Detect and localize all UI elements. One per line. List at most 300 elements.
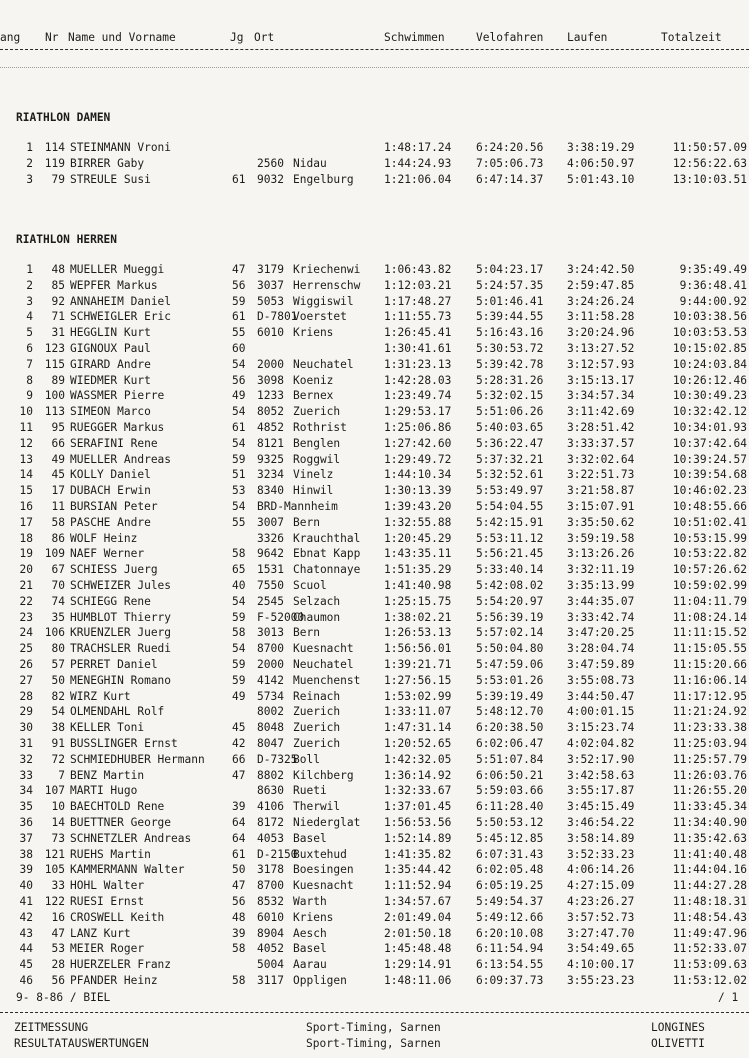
cell-nr: 95: [51, 421, 65, 434]
cell-total: 11:15:20.66: [672, 658, 747, 671]
cell-plz: 4053: [257, 831, 284, 845]
cell-rank: 16: [19, 500, 33, 513]
cell-name: KAMMERMANN Walter: [70, 863, 185, 877]
cell-ort: Basel: [293, 942, 327, 956]
cell-run: 3:20:24.96: [567, 326, 635, 340]
cell-jg: 59: [232, 452, 246, 466]
cell-swim: 1:26:45.41: [384, 326, 452, 340]
cell-run: 3:45:15.49: [567, 800, 635, 814]
cell-nr: 47: [51, 926, 65, 940]
cell-total: 11:26:03.76: [672, 768, 747, 782]
cell-plz: 3013: [257, 626, 284, 640]
cell-rank: 20: [19, 563, 33, 577]
cell-total: 10:37:42.64: [672, 436, 747, 450]
section-title-women: RIATHLON DAMEN: [16, 111, 111, 124]
cell-bike: 5:57:02.14: [476, 626, 544, 640]
cell-bike: 6:06:50.21: [476, 768, 544, 782]
result-row: [0, 436, 749, 451]
cell-ort: Roggwil: [293, 452, 341, 466]
cell-nr: 115: [44, 357, 65, 371]
cell-run: 3:11:58.28: [567, 310, 635, 324]
cell-rank: 14: [19, 468, 33, 482]
cell-plz: 8047: [257, 737, 284, 750]
result-row: [0, 156, 749, 171]
cell-name: MENEGHIN Romano: [70, 673, 172, 687]
cell-plz: 2545: [257, 594, 284, 608]
cell-rank: 10: [19, 405, 33, 419]
cell-plz: 3037: [257, 278, 284, 292]
col-bike-header: Velofahren: [476, 31, 544, 44]
cell-run: 3:59:19.58: [567, 531, 635, 545]
cell-jg: 66: [232, 752, 246, 766]
result-row: [0, 736, 749, 751]
cell-name: OLMENDAHL Rolf: [70, 705, 165, 719]
cell-total: 11:52:33.07: [672, 942, 747, 956]
cell-name: WIEDMER Kurt: [70, 373, 151, 387]
footer-timing-provider: Sport-Timing, Sarnen: [306, 1021, 441, 1034]
cell-jg: 45: [232, 721, 246, 735]
cell-rank: 2: [26, 157, 33, 170]
cell-nr: 106: [44, 626, 65, 640]
cell-total: 11:04:11.79: [672, 594, 747, 608]
cell-total: 10:03:38.56: [672, 310, 747, 324]
cell-nr: 113: [44, 405, 65, 419]
cell-run: 3:35:13.99: [567, 579, 635, 592]
cell-rank: 28: [19, 689, 33, 703]
cell-plz: 4106: [257, 800, 284, 814]
cell-ort: Kilchberg: [293, 768, 354, 782]
cell-run: 3:52:33.23: [567, 847, 635, 861]
cell-total: 10:03:53.53: [672, 326, 747, 340]
cell-ort: Vinelz: [293, 468, 334, 482]
cell-plz: D-7801: [257, 310, 298, 324]
cell-ort: Oppligen: [293, 974, 347, 987]
cell-run: 3:22:51.73: [567, 468, 635, 482]
cell-swim: 1:20:45.29: [384, 531, 452, 545]
cell-nr: 35: [51, 610, 65, 624]
cell-total: 11:53:12.02: [672, 974, 747, 987]
cell-jg: 42: [232, 737, 246, 750]
cell-plz: 7550: [257, 579, 284, 592]
cell-rank: 6: [26, 342, 33, 355]
cell-ort: Kuesnacht: [293, 879, 354, 893]
cell-plz: 4052: [257, 942, 284, 956]
cell-plz: 8340: [257, 484, 284, 498]
cell-nr: 119: [44, 157, 65, 170]
cell-total: 11:15:05.55: [672, 642, 747, 656]
col-run-header: Laufen: [567, 31, 608, 44]
cell-plz: D-2150: [257, 847, 298, 861]
cell-ort: Zuerich: [293, 705, 341, 719]
cell-ort: Reinach: [293, 689, 341, 703]
cell-total: 11:33:45.34: [672, 800, 747, 814]
cell-swim: 1:39:43.20: [384, 500, 452, 513]
cell-name: GIGNOUX Paul: [70, 342, 151, 355]
cell-name: LANZ Kurt: [70, 926, 131, 940]
cell-plz: 8700: [257, 879, 284, 893]
cell-nr: 49: [51, 452, 65, 466]
cell-name: KELLER Toni: [70, 721, 145, 735]
cell-nr: 73: [51, 831, 65, 845]
cell-rank: 11: [19, 421, 33, 434]
cell-run: 3:55:08.73: [567, 673, 635, 687]
result-row: [0, 673, 749, 688]
cell-ort: Zuerich: [293, 737, 341, 750]
cell-bike: 6:07:31.43: [476, 847, 544, 861]
cell-swim: 1:45:48.48: [384, 942, 452, 956]
cell-rank: 31: [19, 737, 33, 750]
cell-total: 11:16:06.14: [672, 673, 747, 687]
cell-nr: 16: [51, 910, 65, 924]
cell-total: 9:36:48.41: [679, 278, 747, 292]
cell-swim: 1:44:10.34: [384, 468, 452, 482]
cell-plz: 9325: [257, 452, 284, 466]
cell-bike: 5:53:11.12: [476, 531, 544, 545]
cell-name: SIMEON Marco: [70, 405, 151, 419]
result-row: [0, 404, 749, 419]
cell-ort: Engelburg: [293, 173, 354, 186]
cell-plz: 8904: [257, 926, 284, 940]
cell-rank: 42: [19, 910, 33, 924]
cell-bike: 5:53:01.26: [476, 673, 544, 687]
cell-plz: 3098: [257, 373, 284, 387]
cell-swim: 1:27:56.15: [384, 673, 452, 687]
cell-nr: 70: [51, 579, 65, 592]
cell-nr: 79: [51, 173, 65, 186]
result-row: [0, 752, 749, 767]
cell-name: SCHIESS Juerg: [70, 563, 158, 577]
cell-plz: 8802: [257, 768, 284, 782]
cell-name: PFANDER Heinz: [70, 974, 158, 987]
cell-swim: 1:20:52.65: [384, 737, 452, 750]
cell-run: 3:24:26.24: [567, 294, 635, 308]
cell-run: 3:15:13.17: [567, 373, 635, 387]
cell-rank: 38: [19, 847, 33, 861]
cell-jg: 39: [232, 926, 246, 940]
cell-bike: 5:45:12.85: [476, 831, 544, 845]
result-row: [0, 610, 749, 625]
result-row: [0, 499, 749, 514]
cell-rank: 19: [19, 547, 33, 561]
result-row: [0, 373, 749, 388]
cell-bike: 5:01:46.41: [476, 294, 544, 308]
cell-bike: 5:24:57.35: [476, 278, 544, 292]
cell-total: 10:32:42.12: [672, 405, 747, 419]
cell-nr: 107: [44, 784, 65, 798]
result-row: [0, 140, 749, 155]
cell-swim: 1:48:11.06: [384, 974, 452, 987]
cell-ort: Kriechenwi: [293, 263, 361, 276]
cell-bike: 6:24:20.56: [476, 141, 544, 154]
cell-plz: 8121: [257, 436, 284, 450]
cell-jg: 59: [232, 673, 246, 687]
cell-plz: 2000: [257, 357, 284, 371]
cell-ort: Koeniz: [293, 373, 334, 387]
cell-swim: 1:11:52.94: [384, 879, 452, 893]
cell-ort: Bern: [293, 515, 320, 529]
footer-timing-brand: LONGINES: [651, 1021, 705, 1034]
cell-total: 11:50:57.09: [672, 141, 747, 154]
cell-run: 3:15:23.74: [567, 721, 635, 735]
result-row: [0, 799, 749, 814]
cell-nr: 100: [44, 389, 65, 403]
cell-plz: 8002: [257, 705, 284, 719]
column-header-row: [0, 30, 749, 45]
cell-swim: 1:48:17.24: [384, 141, 452, 154]
cell-total: 10:59:02.99: [672, 579, 747, 592]
cell-jg: 61: [232, 173, 246, 186]
cell-plz: 2000: [257, 658, 284, 671]
cell-plz: 3117: [257, 974, 284, 987]
cell-plz: 5053: [257, 294, 284, 308]
cell-ort: Zuerich: [293, 405, 341, 419]
result-row: [0, 357, 749, 372]
cell-name: HOHL Walter: [70, 879, 145, 893]
cell-ort: Neuchatel: [293, 357, 354, 371]
cell-swim: 1:43:35.11: [384, 547, 452, 561]
cell-swim: 1:25:15.75: [384, 594, 452, 608]
cell-jg: 53: [232, 484, 246, 498]
cell-run: 3:54:49.65: [567, 942, 635, 956]
cell-total: 11:41:40.48: [672, 847, 747, 861]
col-swim-header: Schwimmen: [384, 31, 445, 44]
cell-jg: 56: [232, 895, 246, 908]
cell-name: WEPFER Markus: [70, 278, 158, 292]
cell-bike: 5:49:54.37: [476, 895, 544, 908]
cell-swim: 1:21:06.04: [384, 173, 452, 186]
cell-plz: 6010: [257, 326, 284, 340]
cell-jg: 64: [232, 831, 246, 845]
cell-name: BUSSLINGER Ernst: [70, 737, 178, 750]
result-row: [0, 546, 749, 561]
cell-name: MUELLER Mueggi: [70, 263, 165, 276]
cell-ort: Aarau: [293, 958, 327, 972]
cell-rank: 1: [26, 263, 33, 276]
cell-run: 4:06:50.97: [567, 157, 635, 170]
cell-bike: 5:39:42.78: [476, 357, 544, 371]
cell-bike: 5:47:59.06: [476, 658, 544, 671]
cell-ort: Nidau: [293, 157, 327, 170]
result-row: [0, 625, 749, 640]
result-row: [0, 847, 749, 862]
cell-jg: 58: [232, 626, 246, 640]
cell-swim: 1:41:35.82: [384, 847, 452, 861]
cell-total: 11:26:55.20: [672, 784, 747, 798]
cell-jg: 47: [232, 879, 246, 893]
cell-ort: Kuesnacht: [293, 642, 354, 656]
cell-bike: 7:05:06.73: [476, 157, 544, 170]
cell-rank: 3: [26, 294, 33, 308]
cell-jg: 61: [232, 847, 246, 861]
result-row: [0, 641, 749, 656]
cell-rank: 29: [19, 705, 33, 719]
cell-jg: 54: [232, 405, 246, 419]
cell-name: RUEHS Martin: [70, 847, 151, 861]
cell-total: 11:08:24.14: [672, 610, 747, 624]
result-row: [0, 578, 749, 593]
result-row: [0, 341, 749, 356]
cell-swim: 1:29:14.91: [384, 958, 452, 972]
cell-ort: Rueti: [293, 784, 327, 798]
cell-run: 3:46:54.22: [567, 816, 635, 829]
cell-bike: 5:39:44.55: [476, 310, 544, 324]
cell-jg: 58: [232, 974, 246, 987]
cell-bike: 6:05:19.25: [476, 879, 544, 893]
cell-total: 10:34:01.93: [672, 421, 747, 434]
cell-name: SCHWEIZER Jules: [70, 579, 172, 592]
cell-ort: Boesingen: [293, 863, 354, 877]
cell-plz: 8048: [257, 721, 284, 735]
cell-jg: 58: [232, 942, 246, 956]
result-row: [0, 562, 749, 577]
cell-jg: 50: [232, 863, 246, 877]
cell-swim: 1:56:53.56: [384, 816, 452, 829]
cell-jg: 54: [232, 594, 246, 608]
cell-jg: 48: [232, 910, 246, 924]
col-name-header: Name und Vorname: [68, 31, 176, 44]
cell-run: 3:27:47.70: [567, 926, 635, 940]
cell-jg: 58: [232, 547, 246, 561]
cell-nr: 92: [51, 294, 65, 308]
cell-plz: F-52000: [257, 610, 305, 624]
cell-bike: 5:37:32.21: [476, 452, 544, 466]
cell-run: 3:32:02.64: [567, 452, 635, 466]
cell-run: 4:02:04.82: [567, 737, 635, 750]
result-row: [0, 467, 749, 482]
cell-rank: 44: [19, 942, 33, 956]
cell-name: MUELLER Andreas: [70, 452, 172, 466]
cell-nr: 54: [51, 705, 65, 719]
cell-plz: D-7325: [257, 752, 298, 766]
cell-run: 2:59:47.85: [567, 278, 635, 292]
cell-bike: 5:42:08.02: [476, 579, 544, 592]
cell-nr: 85: [51, 278, 65, 292]
cell-jg: 54: [232, 357, 246, 371]
cell-rank: 43: [19, 926, 33, 940]
cell-nr: 14: [51, 816, 65, 829]
cell-run: 3:13:26.26: [567, 547, 635, 561]
cell-run: 3:42:58.63: [567, 768, 635, 782]
cell-name: HUERZELER Franz: [70, 958, 172, 972]
result-row: [0, 894, 749, 909]
cell-total: 10:48:55.66: [672, 500, 747, 513]
result-row: [0, 862, 749, 877]
cell-name: MEIER Roger: [70, 942, 145, 956]
cell-name: HUMBLOT Thierry: [70, 610, 172, 624]
cell-run: 3:58:14.89: [567, 831, 635, 845]
cell-ort: Voerstet: [293, 310, 347, 324]
cell-ort: Basel: [293, 831, 327, 845]
cell-ort: Bernex: [293, 389, 334, 403]
cell-bike: 5:36:22.47: [476, 436, 544, 450]
cell-nr: 50: [51, 673, 65, 687]
cell-plz: 5734: [257, 689, 284, 703]
cell-bike: 5:56:39.19: [476, 610, 544, 624]
cell-nr: 10: [51, 800, 65, 814]
cell-jg: 59: [232, 610, 246, 624]
cell-nr: 56: [51, 974, 65, 987]
cell-jg: 54: [232, 436, 246, 450]
cell-total: 11:49:47.96: [672, 926, 747, 940]
result-row: [0, 973, 749, 988]
cell-nr: 7: [58, 768, 65, 782]
footer-results-label: RESULTATAUSWERTUNGEN: [14, 1037, 149, 1050]
cell-swim: 1:12:03.21: [384, 278, 452, 292]
cell-jg: 61: [232, 310, 246, 324]
header-divider: [0, 49, 749, 50]
cell-total: 11:48:54.43: [672, 910, 747, 924]
cell-rank: 30: [19, 721, 33, 735]
cell-swim: 1:53:02.99: [384, 689, 452, 703]
cell-jg: 55: [232, 326, 246, 340]
cell-plz: BRD-Mannheim: [257, 500, 338, 513]
cell-plz: 3178: [257, 863, 284, 877]
result-row: [0, 768, 749, 783]
cell-bike: 6:02:06.47: [476, 737, 544, 750]
cell-run: 4:23:26.27: [567, 895, 635, 908]
cell-rank: 8: [26, 373, 33, 387]
cell-bike: 5:59:03.66: [476, 784, 544, 798]
cell-ort: Selzach: [293, 594, 341, 608]
result-row: [0, 926, 749, 941]
cell-rank: 12: [19, 436, 33, 450]
cell-swim: 1:31:23.13: [384, 357, 452, 371]
cell-name: SCHNETZLER Andreas: [70, 831, 192, 845]
cell-swim: 1:27:42.60: [384, 436, 452, 450]
cell-rank: 40: [19, 879, 33, 893]
cell-bike: 5:50:04.80: [476, 642, 544, 656]
cell-plz: 1531: [257, 563, 284, 577]
cell-nr: 72: [51, 752, 65, 766]
cell-swim: 1:17:48.27: [384, 294, 452, 308]
cell-bike: 5:51:06.26: [476, 405, 544, 419]
cell-rank: 32: [19, 752, 33, 766]
cell-total: 13:10:03.51: [672, 173, 747, 186]
cell-plz: 8630: [257, 784, 284, 798]
cell-ort: Benglen: [293, 436, 341, 450]
cell-ort: Bern: [293, 626, 320, 640]
cell-rank: 36: [19, 816, 33, 829]
cell-name: PERRET Daniel: [70, 658, 158, 671]
result-row: [0, 704, 749, 719]
cell-rank: 35: [19, 800, 33, 814]
cell-plz: 6010: [257, 910, 284, 924]
cell-plz: 3326: [257, 531, 284, 545]
cell-ort: Kriens: [293, 910, 334, 924]
cell-jg: 49: [232, 389, 246, 403]
cell-swim: 1:30:41.61: [384, 342, 452, 355]
cell-total: 9:35:49.49: [679, 263, 747, 276]
cell-total: 11:25:57.79: [672, 752, 747, 766]
cell-total: 11:53:09.63: [672, 958, 747, 972]
cell-name: WASSMER Pierre: [70, 389, 165, 403]
cell-plz: 9642: [257, 547, 284, 561]
cell-name: RUESI Ernst: [70, 895, 145, 908]
cell-plz: 9032: [257, 173, 284, 186]
cell-rank: 24: [19, 626, 33, 640]
cell-run: 3:32:11.19: [567, 563, 635, 577]
footer-results-provider: Sport-Timing, Sarnen: [306, 1037, 441, 1050]
cell-plz: 5004: [257, 958, 284, 972]
cell-swim: 1:35:44.42: [384, 863, 452, 877]
cell-swim: 1:52:14.89: [384, 831, 452, 845]
cell-nr: 53: [51, 942, 65, 956]
cell-ort: Ebnat Kapp: [293, 547, 361, 561]
cell-total: 10:57:26.62: [672, 563, 747, 577]
col-jg-header: Jg: [230, 31, 244, 44]
cell-total: 10:39:54.68: [672, 468, 747, 482]
cell-ort: Wiggiswil: [293, 294, 354, 308]
